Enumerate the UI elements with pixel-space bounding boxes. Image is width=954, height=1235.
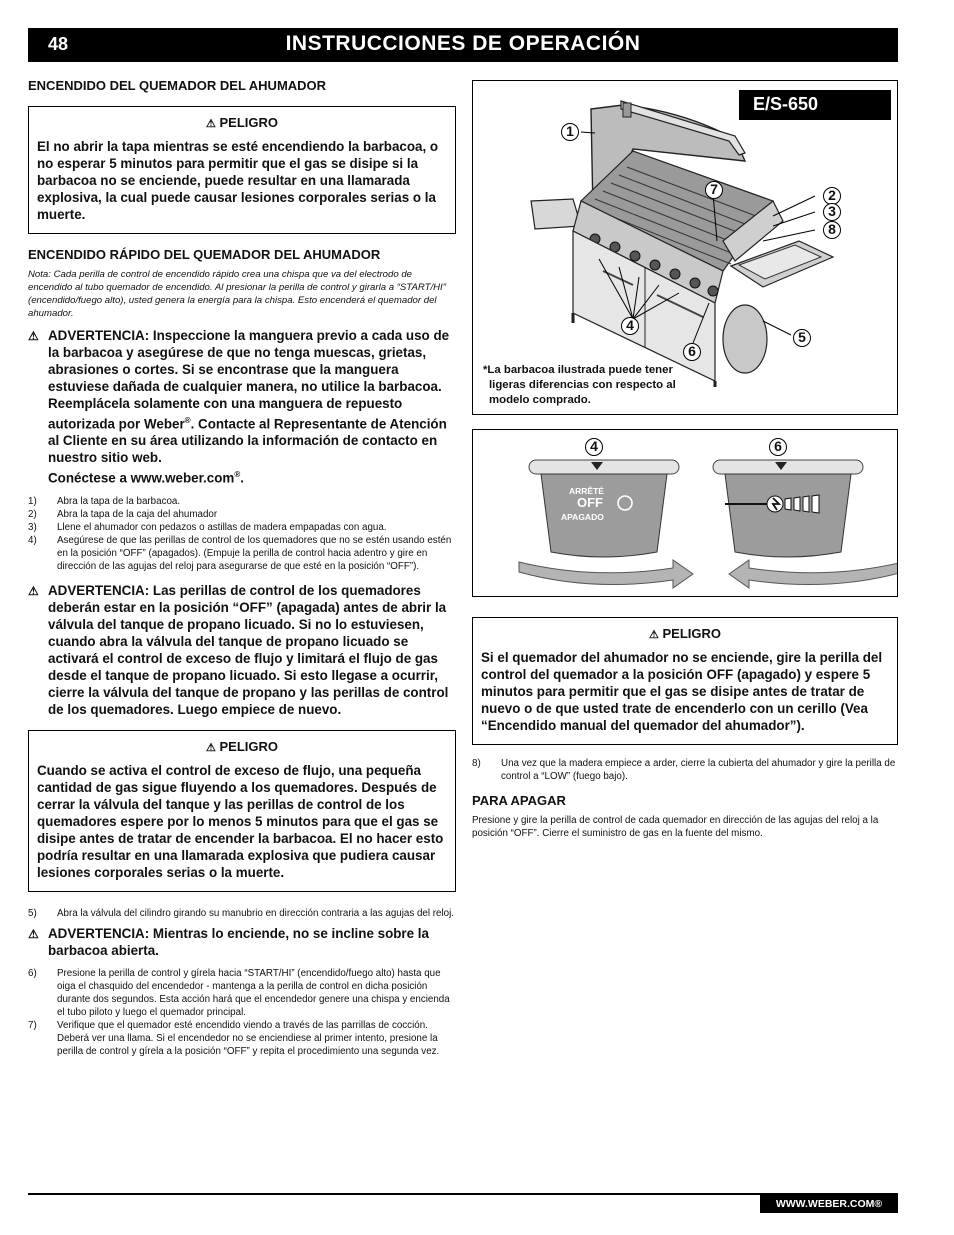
knob-figure <box>472 429 898 597</box>
shutdown-text: Presione y gire la perilla de control de cada quemador en dirección de las agujas del reloj a la posición “OFF”. Cierre el suministro de gas en la fuente del mismo. <box>472 815 879 839</box>
step-5 <box>28 907 456 920</box>
callout-6-knob: 6 <box>769 438 787 456</box>
step-8 <box>472 757 898 783</box>
danger-box-3 <box>472 617 898 745</box>
page-title: INSTRUCCIONES DE OPERACIÓN <box>285 32 641 55</box>
left-column <box>28 78 456 1067</box>
danger-text: Si el quemador del ahumador no se enciende, gire la perilla del control del quemador a la posición OFF (apagado) y espere 5 minutos para permitir que el gas se disipe antes de tratar de nuevo o de que usted trate de encenderlo con un cerillo (Vea “Encendido manual del quemador del ahumador”). <box>481 650 883 733</box>
danger-text: Cuando se activa el control de exceso de flujo, una pequeña cantidad de gas sigue fluyendo a los quemadores. Después de cerrar la válvula del tanque y las perillas de control de los quemadores espere por lo menos 5 minutos para que el gas se disipe antes de tratar de encender la barbacoa. El no hacer esto podría resultar en una llamarada explosiva que pudiera causar lesiones corporales serias o la muerte. <box>37 762 444 880</box>
list-item: 2) Abra la tapa de la caja del ahumador <box>28 508 218 520</box>
warning-lean: ⚠ ADVERTENCIA: Mientras lo enciende, no se incline sobre la barbacoa abierta. <box>28 925 429 958</box>
knob-label-apagado: APAGADO <box>561 512 604 522</box>
steps-1-to-4 <box>28 495 456 573</box>
danger-text: El no abrir la tapa mientras se esté encendiendo la barbacoa, o no esperar 5 minutos para permitir que el gas se disipe si la barbacoa no se enciende, puede resultar en una llamarada explosiva, la cual puede causar lesiones corporales serias o la muerte. <box>37 139 439 222</box>
ignition-note: Nota: Cada perilla de control de encendido rápido crea una chispa que va del electrodo de encendido al tubo quemador de encendido. Al presionar la perilla de control y girarla a “START/HI” (encendido/fuego alto), usted genera la energía para la chispa. Esto encenderá el quemador del ahumador. <box>28 269 446 319</box>
list-item: 4) Asegúrese de que las perillas de control de los quemadores que no se estén usando estén en la posición “OFF” (apagados). (Empuje la perilla de control hacia adentro y gire en dirección de las agujas del reloj para asegurarse de que esté en la posición “OFF”). <box>28 534 452 572</box>
warning-burner-knobs: ⚠ ADVERTENCIA: Las perillas de control de los quemadores deberán estar en la posición “OFF” (apagada) antes de abrir la válvula del tanque de propano licuado. Si no lo estuviesen, cuando abra la válvula del tanque de propano licuado se activará el control de exceso de flujo y limitará el flujo de gas desde el tanque de propano licuado. Si esto llegase a ocurrir, cierre la válvula del tanque de propano y las perillas de control de los quemadores. Luego empiece de nuevo. <box>28 582 449 717</box>
registered-mark: ® <box>184 416 191 425</box>
callout-6: 6 <box>683 343 701 361</box>
weber-contact: Conéctese a www.weber.com <box>48 470 235 486</box>
callout-3: 3 <box>823 203 841 221</box>
danger-box-2 <box>28 730 456 892</box>
figure-caption: *La barbacoa ilustrada puede tener ligeras diferencias con respecto al modelo comprado. <box>483 364 676 406</box>
warning-triangle-icon: ⚠ <box>28 926 39 941</box>
list-item: 7) Verifique que el quemador esté encendido viendo a través de las parrillas de cocción. Deberá ver una llama. Si el encendedor no se enciendiese al primer intento, presione la perilla de control y gírela a la posición “OFF” y repita el procedimiento una segunda vez. <box>28 1019 440 1057</box>
warning-triangle-icon: ⚠ <box>28 329 39 343</box>
callout-2: 2 <box>823 187 841 205</box>
danger-box-1 <box>28 106 456 234</box>
knob-illustration <box>473 430 898 597</box>
section-title-shutdown: PARA APAGAR <box>472 793 566 808</box>
list-item: 1) Abra la tapa de la barbacoa. <box>28 495 181 507</box>
right-column <box>472 80 898 840</box>
danger-title: PELIGRO <box>219 115 278 130</box>
warning-triangle-icon: ⚠ <box>205 741 216 754</box>
section-title-quick-ignition: ENCENDIDO RÁPIDO DEL QUEMADOR DEL AHUMADOR <box>28 247 381 262</box>
steps-6-7 <box>28 967 456 1058</box>
knob-label-off: OFF <box>577 495 603 510</box>
list-item: 8) Una vez que la madera empiece a arder, cierre la cubierta del ahumador y gire la perilla de control a “LOW” (fuego bajo). <box>472 758 896 782</box>
callout-8: 8 <box>823 221 841 239</box>
list-item: 6) Presione la perilla de control y gírela hacia “START/HI” (encendido/fuego alto) hasta que oiga el chasquido del encendedor - mantenga a la perilla de control en dicha posición durante dos segundos. Esta acción hará que el encendedor genere una chispa y encienda el tubo piloto y luego el quemador principal. <box>28 967 450 1018</box>
warning-triangle-icon: ⚠ <box>205 118 216 130</box>
warning-triangle-icon: ⚠ <box>648 629 659 641</box>
list-item: 5) Abra la válvula del cilindro girando su manubrio en dirección contraria a las agujas del reloj. <box>28 907 454 919</box>
danger-title: PELIGRO <box>219 738 278 754</box>
danger-title: PELIGRO <box>662 626 721 641</box>
model-tag: E/S-650 <box>739 90 891 120</box>
page-header <box>28 28 898 62</box>
warning-triangle-icon: ⚠ <box>28 583 39 598</box>
page-number: 48 <box>48 34 69 54</box>
grill-figure <box>472 80 898 415</box>
callout-7: 7 <box>705 181 723 199</box>
footer-url: WWW.WEBER.COM® <box>760 1195 898 1213</box>
warning-hose: ⚠ ADVERTENCIA: Inspeccione la manguera previo a cada uso de la barbacoa y asegúrese de que no tenga muescas, grietas, abrasiones o cortes. Si se encontrase que la manguera estuviese dañada de cualquier manera, no utilice la barbacoa. Reemplácela solamente con una manguera de repuesto autorizada por Weber®. Contacte al Representante de Atención al Cliente en su área utilizando la información de contacto en nuestro sitio web. Conéctese a www.weber.com®. <box>28 328 450 486</box>
callout-4: 4 <box>621 317 639 335</box>
callout-4-knob: 4 <box>585 438 603 456</box>
section-title-smoker-lighting: ENCENDIDO DEL QUEMADOR DEL AHUMADOR <box>28 78 327 93</box>
list-item: 3) Llene el ahumador con pedazos o astillas de madera empapadas con agua. <box>28 521 387 533</box>
callout-1: 1 <box>561 123 579 141</box>
knob-label-arrete: ARRÊTÉ <box>569 486 604 496</box>
callout-5: 5 <box>793 329 811 347</box>
